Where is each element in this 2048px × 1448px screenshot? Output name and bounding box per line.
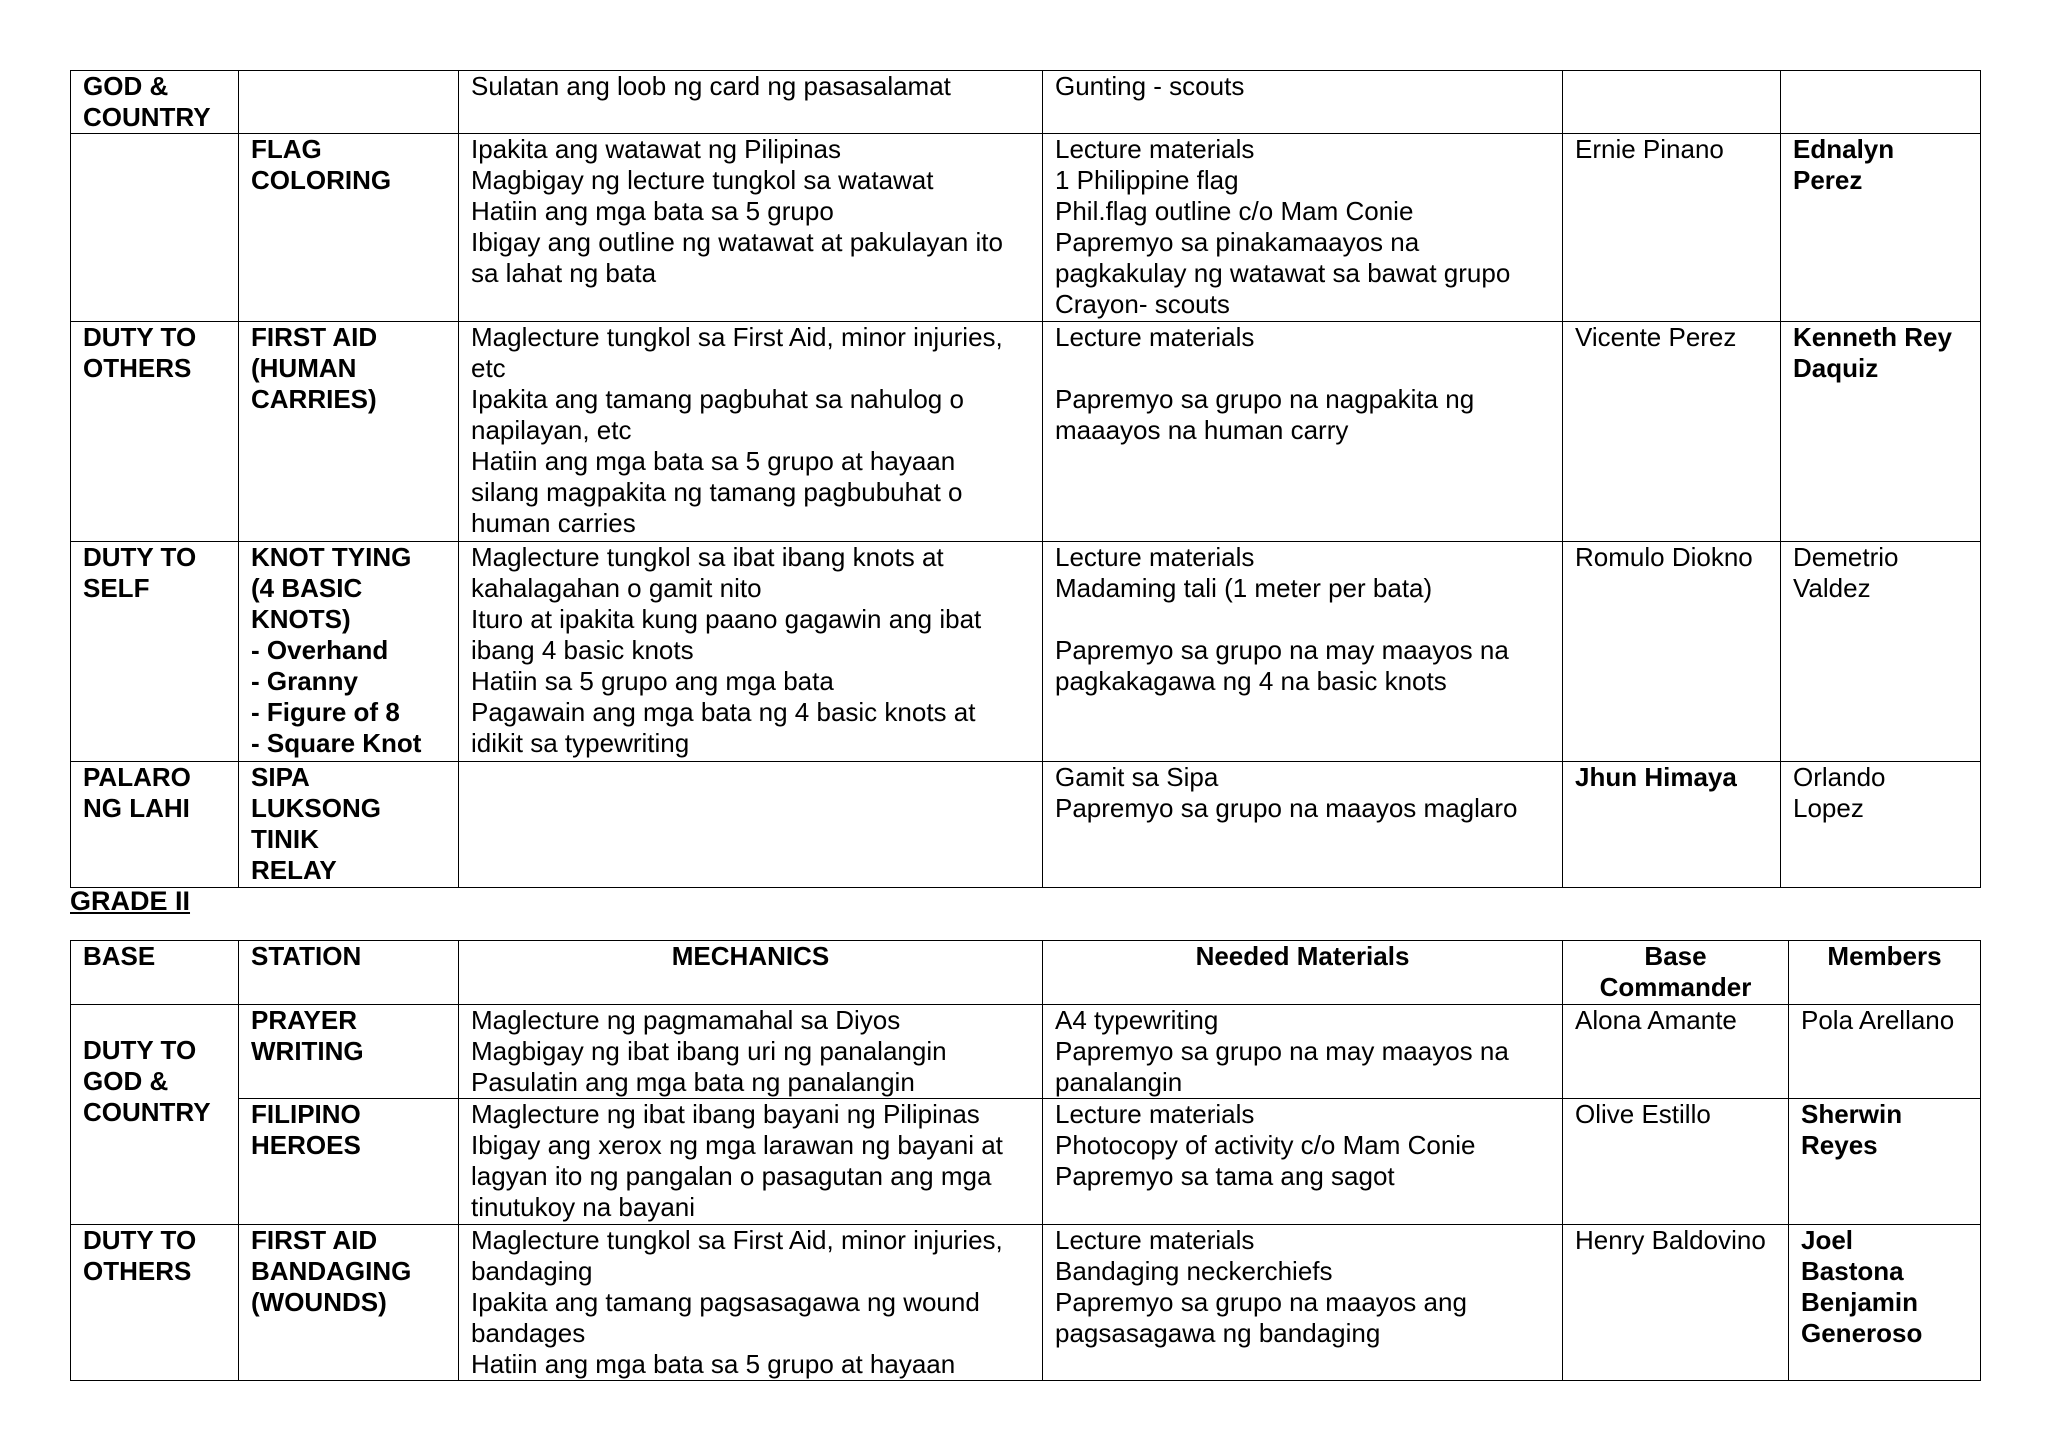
mechanics-cell: Maglecture ng ibat ibang bayani ng Pilipinas Ibigay ang xerox ng mga larawan ng bayani at lagyan ito ng pangalan o pasagutan ang mga tinutukoy na bayani — [459, 1099, 1043, 1225]
mechanics-cell: Maglecture tungkol sa First Aid, minor injuries, etc Ipakita ang tamang pagbuhat sa nahulog o napilayan, etc Hatiin ang mga bata sa 5 grupo at hayaan silang magpakita ng tamang pagbubuhat o human carries — [459, 322, 1043, 542]
members-cell: Pola Arellano — [1789, 1005, 1981, 1099]
station-cell — [239, 71, 459, 134]
commander-cell: Romulo Diokno — [1563, 542, 1781, 762]
materials-cell: Lecture materials Madaming tali (1 meter per bata) Papremyo sa grupo na may maayos na pagkakagawa ng 4 na basic knots — [1043, 542, 1563, 762]
table-row — [71, 134, 1981, 322]
mechanics-cell: Ipakita ang watawat ng Pilipinas Magbigay ng lecture tungkol sa watawat Hatiin ang mga bata sa 5 grupo Ibigay ang outline ng watawat at pakulayan ito sa lahat ng bata — [459, 134, 1043, 322]
base-cell: DUTY TO OTHERS — [71, 322, 239, 542]
materials-cell: Lecture materials Bandaging neckerchiefs Papremyo sa grupo na maayos ang pagsasagawa ng bandaging — [1043, 1225, 1563, 1381]
members-cell: Ednalyn Perez — [1781, 134, 1981, 322]
table-row — [71, 322, 1981, 542]
commander-cell: Jhun Himaya — [1563, 762, 1781, 888]
station-cell: FLAG COLORING — [239, 134, 459, 322]
base-cell: DUTY TO SELF — [71, 542, 239, 762]
table-row — [71, 1099, 1981, 1225]
commander-cell: Alona Amante — [1563, 1005, 1789, 1099]
table-row — [71, 1225, 1981, 1381]
section-heading-grade-ii: GRADE II — [70, 886, 191, 916]
column-header-members: Members — [1789, 941, 1981, 1005]
materials-cell: A4 typewriting Papremyo sa grupo na may maayos na panalangin — [1043, 1005, 1563, 1099]
commander-cell: Ernie Pinano — [1563, 134, 1781, 322]
table-header-row — [71, 941, 1981, 1005]
base-cell: GOD & COUNTRY — [71, 71, 239, 134]
base-cell: DUTY TO OTHERS — [71, 1225, 239, 1381]
activity-table-grade-1 — [70, 70, 1981, 888]
column-header-commander: Base Commander — [1563, 941, 1789, 1005]
mechanics-cell: Maglecture tungkol sa First Aid, minor injuries, bandaging Ipakita ang tamang pagsasagawa ng wound bandages Hatiin ang mga bata sa 5 grupo at hayaan — [459, 1225, 1043, 1381]
members-cell — [1781, 71, 1981, 134]
commander-cell: Vicente Perez — [1563, 322, 1781, 542]
materials-cell: Gamit sa Sipa Papremyo sa grupo na maayos maglaro — [1043, 762, 1563, 888]
station-cell: FIRST AID (HUMAN CARRIES) — [239, 322, 459, 542]
base-cell: PALARO NG LAHI — [71, 762, 239, 888]
station-cell: FILIPINO HEROES — [239, 1099, 459, 1225]
table-row — [71, 762, 1981, 888]
table-row — [71, 1005, 1981, 1099]
mechanics-cell — [459, 762, 1043, 888]
base-cell: DUTY TO GOD & COUNTRY — [71, 1005, 239, 1225]
table-row — [71, 71, 1981, 134]
station-cell: KNOT TYING (4 BASIC KNOTS) - Overhand - Granny - Figure of 8 - Square Knot — [239, 542, 459, 762]
members-cell: Demetrio Valdez — [1781, 542, 1981, 762]
column-header-materials: Needed Materials — [1043, 941, 1563, 1005]
column-header-base: BASE — [71, 941, 239, 1005]
activity-table-grade-2 — [70, 940, 1981, 1381]
materials-cell: Lecture materials Photocopy of activity c/o Mam Conie Papremyo sa tama ang sagot — [1043, 1099, 1563, 1225]
base-cell — [71, 134, 239, 322]
commander-cell: Henry Baldovino — [1563, 1225, 1789, 1381]
commander-cell — [1563, 71, 1781, 134]
members-cell: Kenneth Rey Daquiz — [1781, 322, 1981, 542]
column-header-station: STATION — [239, 941, 459, 1005]
materials-cell: Lecture materials 1 Philippine flag Phil.flag outline c/o Mam Conie Papremyo sa pinakamaayos na pagkakulay ng watawat sa bawat grupo Crayon- scouts — [1043, 134, 1563, 322]
station-cell: SIPA LUKSONG TINIK RELAY — [239, 762, 459, 888]
station-cell: PRAYER WRITING — [239, 1005, 459, 1099]
station-cell: FIRST AID BANDAGING (WOUNDS) — [239, 1225, 459, 1381]
mechanics-cell: Maglecture tungkol sa ibat ibang knots at kahalagahan o gamit nito Ituro at ipakita kung paano gagawin ang ibat ibang 4 basic knots Hatiin sa 5 grupo ang mga bata Pagawain ang mga bata ng 4 basic knots at idikit sa typewriting — [459, 542, 1043, 762]
members-cell: Sherwin Reyes — [1789, 1099, 1981, 1225]
mechanics-cell: Sulatan ang loob ng card ng pasasalamat — [459, 71, 1043, 134]
members-cell: Joel Bastona Benjamin Generoso — [1789, 1225, 1981, 1381]
column-header-mechanics: MECHANICS — [459, 941, 1043, 1005]
commander-cell: Olive Estillo — [1563, 1099, 1789, 1225]
members-cell: Orlando Lopez — [1781, 762, 1981, 888]
materials-cell: Gunting - scouts — [1043, 71, 1563, 134]
materials-cell: Lecture materials Papremyo sa grupo na nagpakita ng maaayos na human carry — [1043, 322, 1563, 542]
table-row — [71, 542, 1981, 762]
mechanics-cell: Maglecture ng pagmamahal sa Diyos Magbigay ng ibat ibang uri ng panalangin Pasulatin ang mga bata ng panalangin — [459, 1005, 1043, 1099]
